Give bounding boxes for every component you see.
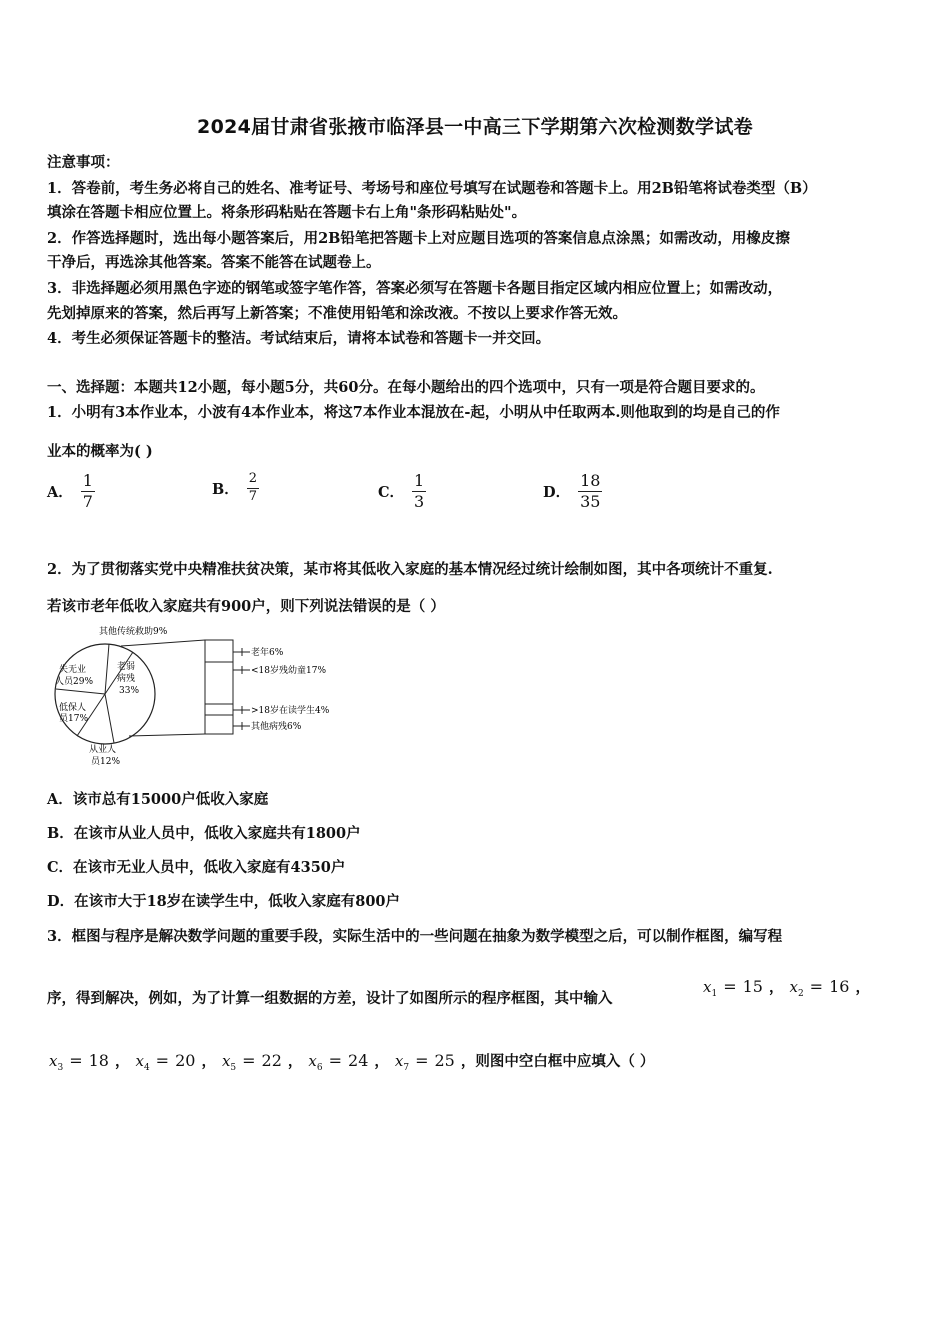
exam-title: 2024届甘肃省张掖市临泽县一中高三下学期第六次检测数学试卷 bbox=[197, 116, 753, 138]
math-equals: = bbox=[809, 977, 824, 996]
math-variable: $x_2$ bbox=[789, 978, 804, 999]
separator: ， bbox=[855, 979, 870, 996]
pie-label: 失无业 bbox=[59, 665, 87, 675]
question-1-stem: 业本的概率为( ) bbox=[47, 443, 153, 460]
math-value: 15 bbox=[742, 977, 763, 996]
pie-label: 33% bbox=[119, 686, 140, 696]
stacked-bar bbox=[205, 640, 233, 734]
connector-line bbox=[121, 640, 205, 646]
math-equals: = bbox=[328, 1051, 343, 1070]
math-equals: = bbox=[415, 1051, 429, 1070]
math-expression-line bbox=[49, 1050, 654, 1073]
question-1-stem: 1．小明有3本作业本，小波有4本作业本，将这7本作业本混放在-起，小明从中任取两本.则他取到的均是自己的作 bbox=[47, 404, 780, 421]
math-variable: $x_7$ bbox=[394, 1052, 410, 1073]
notice-line: 2．作答选择题时，选出每小题答案后，用2B铅笔把答题卡上对应题目选项的答案信息点涂黑；如需改动，用橡皮擦 bbox=[47, 230, 790, 247]
pie-label: 员12% bbox=[91, 757, 121, 767]
q1-option-b bbox=[212, 472, 259, 505]
connector-line bbox=[129, 734, 205, 736]
question-3-tail: ，则图中空白框中应填入（ ） bbox=[460, 1053, 655, 1070]
question-3-stem: 序，得到解决，例如，为了计算一组数据的方差，设计了如图所示的程序框图，其中输入 bbox=[47, 990, 613, 1007]
section-heading: 一、选择题：本题共12小题，每小题5分，共60分。在每小题给出的四个选项中，只有一项是符合题目要求的。 bbox=[47, 379, 765, 396]
pie-divider bbox=[105, 694, 114, 743]
fraction: $\frac{1}{3}$ bbox=[414, 471, 425, 512]
q2-figure bbox=[45, 622, 345, 770]
bar-label: <18岁残幼童17% bbox=[251, 666, 326, 676]
separator: ， bbox=[114, 1053, 130, 1070]
q1-option-a bbox=[47, 472, 95, 512]
pie-label: 员17% bbox=[59, 714, 89, 724]
q2-option-b: B．在该市从业人员中，低收入家庭共有1800户 bbox=[47, 825, 361, 842]
math-value: 16 bbox=[829, 977, 850, 996]
math-equals: = bbox=[723, 977, 737, 996]
pie-divider bbox=[105, 644, 109, 694]
math-variable: $x_6$ bbox=[308, 1052, 323, 1073]
bar-label: 其他病残6% bbox=[251, 722, 302, 732]
pie-divider bbox=[56, 689, 105, 694]
notice-line: 1．答卷前，考生务必将自己的姓名、准考证号、考场号和座位号填写在试题卷和答题卡上。用2B铅笔将试卷类型（B） bbox=[47, 180, 817, 197]
math-equals: = bbox=[69, 1051, 83, 1070]
option-label: C． bbox=[378, 484, 405, 502]
math-variable: $x_1$ bbox=[703, 978, 718, 999]
math-equals: = bbox=[155, 1051, 170, 1070]
math-value: 22 bbox=[261, 1051, 282, 1070]
pie-label: 从业人 bbox=[89, 745, 117, 755]
pie-label: 其他传统救助9% bbox=[99, 627, 168, 637]
pie-label: 人员29% bbox=[55, 677, 94, 687]
math-value: 20 bbox=[175, 1051, 196, 1070]
separator: ， bbox=[374, 1053, 389, 1070]
q1-option-c bbox=[378, 472, 426, 512]
math-variable: $x_5$ bbox=[221, 1052, 237, 1073]
separator: ， bbox=[768, 979, 784, 996]
option-label: B． bbox=[212, 480, 239, 498]
math-value: 24 bbox=[348, 1051, 369, 1070]
fraction: $\frac{2}{7}$ bbox=[248, 471, 258, 504]
notice-line: 干净后，再选涂其他答案。答案不能答在试题卷上。 bbox=[47, 254, 381, 271]
notice-line: 4．考生必须保证答题卡的整洁。考试结束后，请将本试卷和答题卡一并交回。 bbox=[47, 330, 551, 347]
option-label: A． bbox=[47, 484, 73, 502]
bar-label: >18岁在读学生4% bbox=[251, 706, 330, 716]
q2-option-a: A．该市总有15000户低收入家庭 bbox=[47, 791, 269, 808]
math-value: 25 bbox=[434, 1051, 455, 1070]
math-value: 18 bbox=[88, 1051, 109, 1070]
fraction: $\frac{1}{7}$ bbox=[82, 471, 93, 512]
math-variable: $x_3$ bbox=[49, 1052, 64, 1073]
math-equals: = bbox=[242, 1051, 256, 1070]
separator: ， bbox=[287, 1053, 303, 1070]
q1-option-d bbox=[543, 472, 602, 512]
q2-option-d: D．在该市大于18岁在读学生中，低收入家庭有800户 bbox=[47, 893, 401, 910]
notice-heading: 注意事项： bbox=[47, 154, 120, 171]
separator: ， bbox=[201, 1053, 216, 1070]
fraction: $\frac{18}{35}$ bbox=[580, 471, 601, 512]
notice-line: 3．非选择题必须用黑色字迹的钢笔或签字笔作答，答案必须写在答题卡各题目指定区域内相应位置上；如需改动， bbox=[47, 280, 783, 297]
pie-label: 病残 bbox=[117, 674, 136, 684]
question-2-stem: 若该市老年低收入家庭共有900户，则下列说法错误的是（ ） bbox=[47, 598, 445, 615]
question-2-stem: 2．为了贯彻落实党中央精准扶贫决策，某市将其低收入家庭的基本情况经过统计绘制如图，其中各项统计不重复. bbox=[47, 561, 773, 578]
notice-line: 填涂在答题卡相应位置上。将条形码粘贴在答题卡右上角"条形码粘贴处"。 bbox=[47, 204, 527, 221]
math-variable: $x_4$ bbox=[135, 1052, 150, 1073]
q2-option-c: C．在该市无业人员中，低收入家庭有4350户 bbox=[47, 859, 346, 876]
math-expression bbox=[703, 976, 870, 999]
option-label: D． bbox=[543, 484, 571, 502]
pie-label: 老弱 bbox=[117, 662, 136, 672]
pie-label: 低保人 bbox=[59, 703, 87, 713]
bar-label: 老年6% bbox=[251, 648, 284, 658]
notice-line: 先划掉原来的答案，然后再写上新答案；不准使用铅笔和涂改液。不按以上要求作答无效。 bbox=[47, 305, 627, 322]
question-3-stem: 3．框图与程序是解决数学问题的重要手段，实际生活中的一些问题在抽象为数学模型之后，可以制作框图，编写程 bbox=[47, 928, 783, 945]
